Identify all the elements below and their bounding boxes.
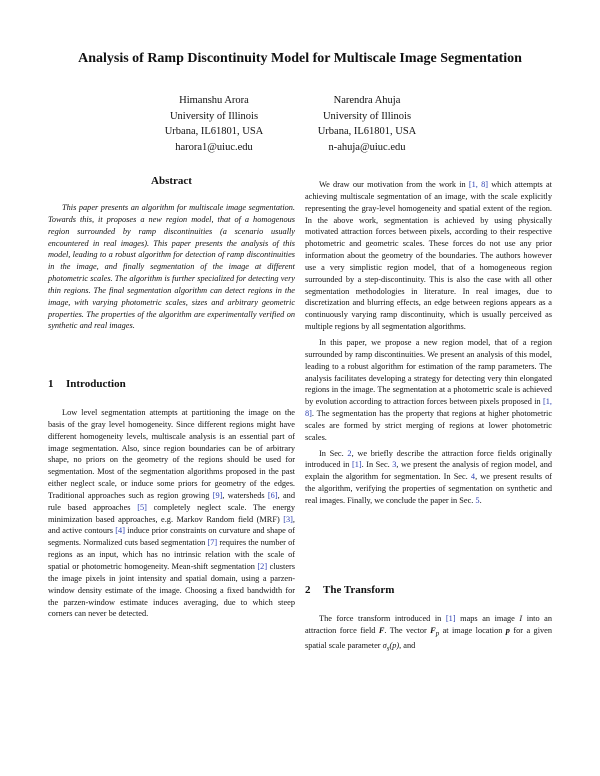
citation-link[interactable]: [2] bbox=[257, 561, 268, 571]
math-symbol: F bbox=[378, 625, 385, 635]
section-link[interactable]: 3 bbox=[392, 460, 397, 470]
author-affiliation: University of Illinois bbox=[169, 110, 259, 122]
section-number: 2 bbox=[305, 584, 311, 596]
author-name: Himanshu Arora bbox=[179, 95, 249, 106]
section-title: The Transform bbox=[323, 584, 395, 596]
transform-paragraph-1: The force transform introduced in [1] maps an image I into an attraction force field F. The vector $F_p$ at image location p for a given spatial scale parameter $\sigma_s(p)$, and bbox=[305, 614, 553, 653]
author-block bbox=[139, 93, 289, 155]
math-subscript: s bbox=[386, 646, 390, 653]
math-symbol: F bbox=[430, 625, 436, 635]
math-symbol: (p) bbox=[389, 641, 400, 651]
intro-paragraph-4: In Sec. 2, we briefly describe the attraction force fields originally introduced in [1]. In Sec. 3, we present the analysis of region model, and explain the algorithm for segmentation. In Sec. 4, we present results of the algorithm, verifying the properties of segmentation on synthetic and real images. Finally, we conclude the paper in Sec. 5. bbox=[305, 448, 552, 505]
citation-link[interactable]: [1, 8] bbox=[468, 180, 488, 189]
paper-title: Analysis of Ramp Discontinuity Model for Multiscale Image Segmentation bbox=[78, 51, 522, 66]
section-link[interactable]: 4 bbox=[470, 472, 476, 482]
citation-link[interactable]: [1] bbox=[445, 614, 456, 623]
section-link[interactable]: 5 bbox=[475, 495, 480, 505]
math-symbol: σ bbox=[382, 641, 387, 651]
abstract-heading: Abstract bbox=[151, 175, 192, 187]
transform-section bbox=[305, 584, 552, 656]
citation-link[interactable]: [5] bbox=[137, 502, 147, 512]
math-symbol: p bbox=[505, 625, 510, 635]
introduction-continued bbox=[305, 179, 552, 507]
section-heading bbox=[48, 378, 295, 391]
math-symbol: I bbox=[519, 614, 523, 623]
section-heading bbox=[305, 584, 552, 597]
intro-paragraph-2: We draw our motivation from the work in [1, 8] which attempts at achieving multiscale segmentation of an image, with the scale explicitly representing the gray-level homogeneity and spatial extent of the region. In the above work, segmentation is achieved by using physically motivated attraction forces between pixels, according to their respective photometric and geometric scales. These forces do not use any prior information about the geometry of the boundaries. The authors however use a very simplistic region model, that of a homogeneous region surrounded by a step-discontinuity. This is also the case with all other segmentation methodologies in literature. In real images, due to discretization and blurring effects, an edge between regions appears as a continuously varying ramp discontinuity, which is usually perceived as multiple regions by all segmentation algorithms. bbox=[305, 180, 552, 332]
intro-paragraph-3: In this paper, we propose a new region model, that of a region surrounded by ramp discontinuities. We present an analysis of this model, leading to a robust algorithm for estimation of the ramp parameters. The analysis facilitates developing a strategy for detecting very thin elongated regions in the image. The segmentation at a photometric scale is achieved by evolution according to attraction forces between pixels proposed in [1, 8]. The segmentation has the property that regions at higher photometric scales are formed by strict merging of regions at lower photometric scales. bbox=[305, 337, 552, 442]
citation-link[interactable]: [1, 8] bbox=[305, 397, 552, 419]
author-email: harora1@uiuc.edu bbox=[175, 141, 253, 153]
introduction-section bbox=[48, 378, 295, 620]
author-location: Urbana, IL61801, USA bbox=[164, 126, 264, 137]
author-email: n-ahuja@uiuc.edu bbox=[328, 141, 406, 153]
citation-link[interactable]: [3] bbox=[283, 514, 293, 524]
section-number: 1 bbox=[48, 378, 54, 390]
author-name: Narendra Ahuja bbox=[333, 95, 401, 106]
intro-paragraph-1: Low level segmentation attempts at partitioning the image on the basis of the gray level homogeneity. Since different regions might have different homogeneity levels, multiscale analysis is an essential part of image segmentation. Also, since region boundaries can be of arbitrary shape, no priors on the geometry of the regions should be used for segmentation. Most of the segmentation algorithms proposed in the past either neglect scale, or induce some priors for geometry of the edges. Traditional approaches such as region growing [9], watersheds [6], and rule based approaches [5] completely neglect scale. The energy minimization based approaches, e.g. Markov Random field (MRF) [3], and active contours [4] induce prior constraints on curvature and shape of segments. Normalized cuts based segmentation [7] requires the number of regions as an input, which has no intrinsic relation with the scale of spatial or photometric homogeneity. Mean-shift segmentation [2] clusters the image pixels in joint intensity and spatial domain, using a parzen-window density estimate of the image. Choosing a fixed bandwidth for the parzen-window estimate induces averaging, due to which steep corners can never be detected. bbox=[48, 408, 296, 619]
citation-link[interactable]: [7] bbox=[207, 538, 218, 548]
citation-link[interactable]: [9] bbox=[212, 490, 223, 500]
math-subscript: p bbox=[435, 630, 440, 638]
abstract-text: This paper presents an algorithm for multiscale image segmentation. Towards this, it proposes a new region model, that of a homogenous region surrounded by ramp discontinuities (a scenario usually encountered in real images). This paper presents the analysis of this model, leading to a robust algorithm for detection of ramp discontinuities in the image, and finally segmentation of the image at different photometric scales. The algorithm is further specialized for detecting very thin regions. The final segmentation algorithm can detect regions in the image, with varying photometric scales, sizes and arbitrary geometric properties. The properties of the algorithm are experimentally verified on synthetic and real images. bbox=[48, 203, 295, 331]
citation-link[interactable]: [4] bbox=[115, 526, 125, 536]
citation-link[interactable]: [6] bbox=[267, 490, 278, 500]
section-link[interactable]: 2 bbox=[347, 448, 352, 458]
author-affiliation: University of Illinois bbox=[322, 110, 412, 122]
citation-link[interactable]: [1] bbox=[351, 460, 362, 470]
author-block bbox=[292, 93, 442, 155]
author-location: Urbana, IL61801, USA bbox=[317, 126, 417, 137]
abstract bbox=[48, 175, 295, 332]
section-title: Introduction bbox=[66, 378, 126, 390]
